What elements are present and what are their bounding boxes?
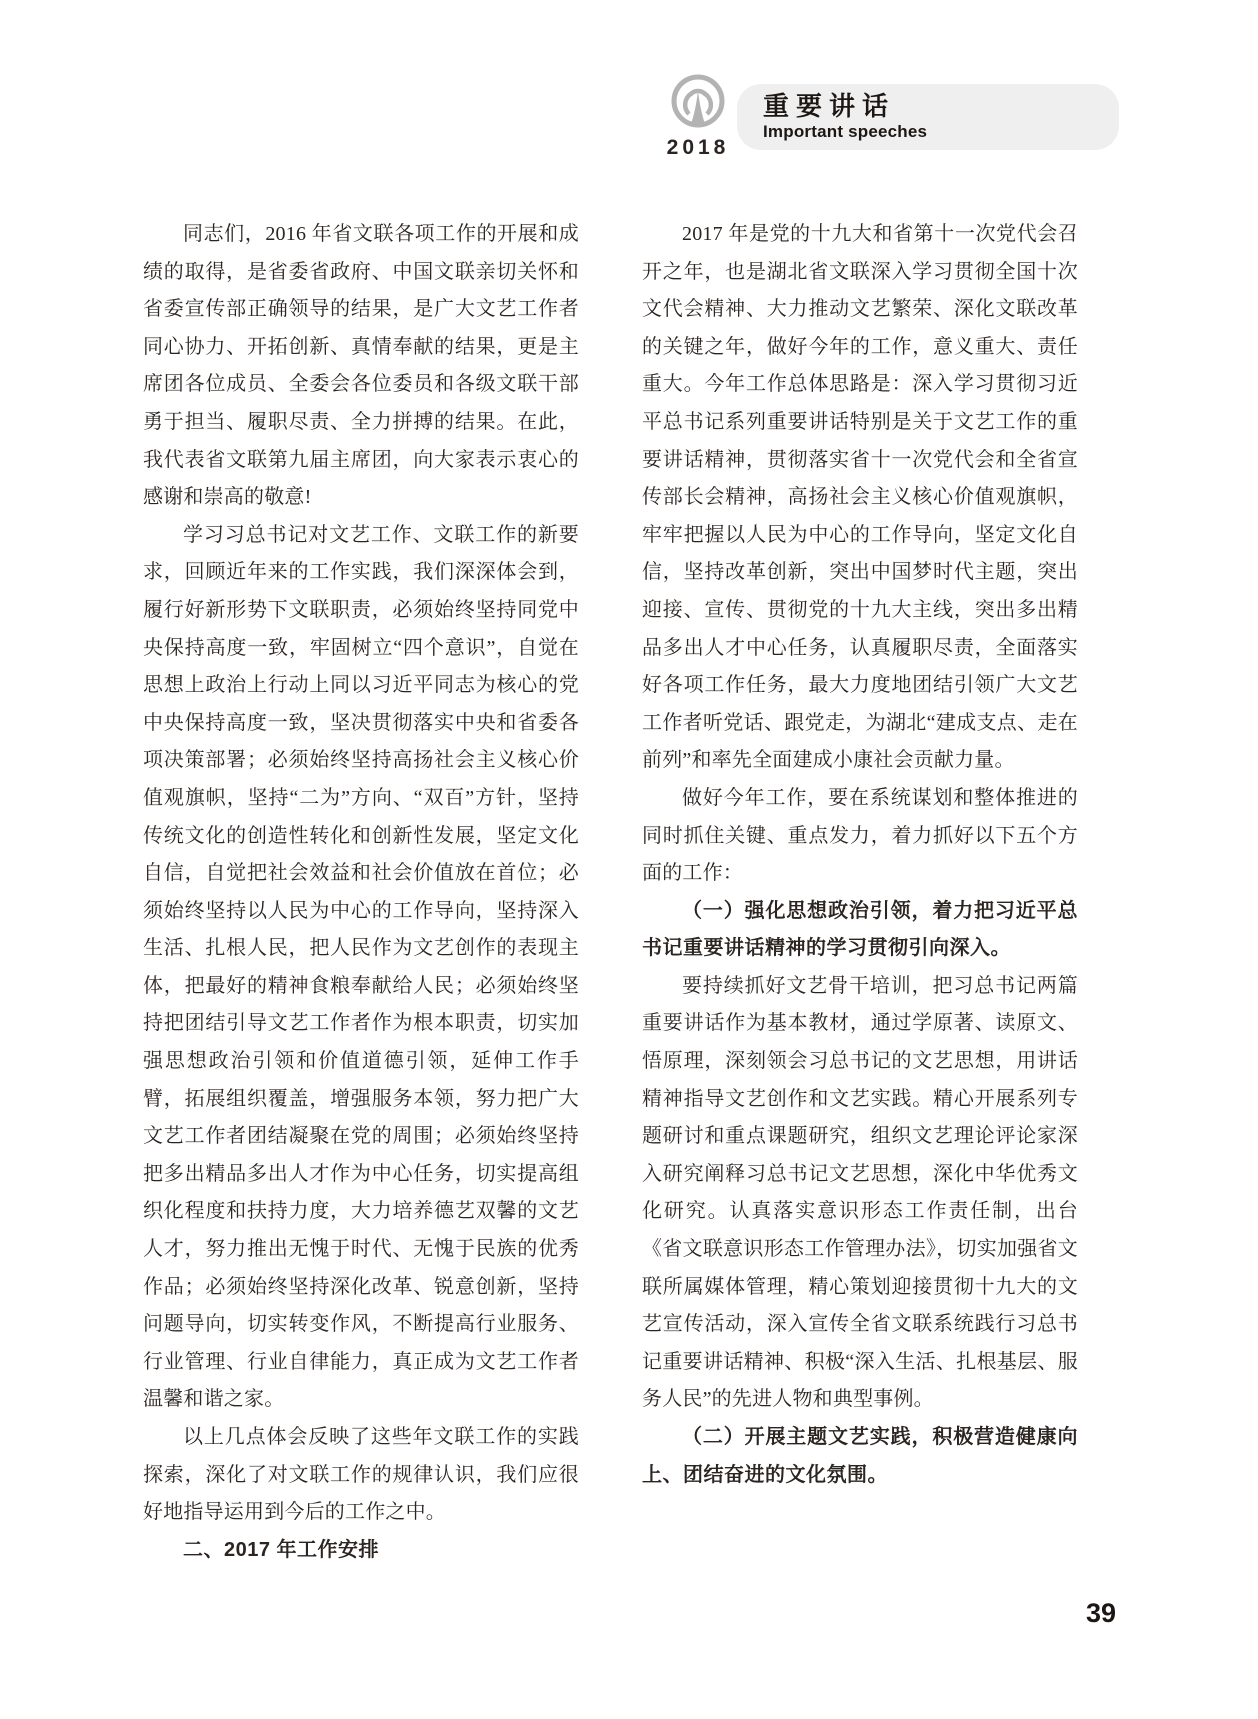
body-paragraph: 要持续抓好文艺骨干培训，把习总书记两篇重要讲话作为基本教材，通过学原著、读原文、悟原理，深刻领会习总书记的文艺思想，用讲话精神指导文艺创作和文艺实践。精心开展系列专题研讨和重点课题研究，组织文艺理论评论家深入研究阐释习总书记文艺思想，深化中华优秀文化研究。认真落实意识形态工作责任制，出台《省文联意识形态工作管理办法》，切实加强省文联所属媒体管理，精心策划迎接贯彻十九大的文艺宣传活动，深入宣传全省文联系统践行习总书记重要讲话精神、积极“深入生活、扎根基层、服务人民”的先进人物和典型事例。	[642, 974, 1078, 1411]
left-column	[143, 216, 579, 1569]
section-heading: （一）强化思想政治引领，着力把习近平总书记重要讲话精神的学习贯彻引向深入。	[642, 899, 1078, 960]
right-column	[642, 216, 1078, 1569]
page-number: 39	[1086, 1598, 1117, 1628]
body-paragraph: 学习习总书记对文艺工作、文联工作的新要求，回顾近年来的工作实践，我们深深体会到，履行好新形势下文联职责，必须始终坚持同党中央保持高度一致，牢固树立“四个意识”，自觉在思想上政治上行动上同以习近平同志为核心的党中央保持高度一致，坚决贯彻落实中央和省委各项决策部署；必须始终坚持高扬社会主义核心价值观旗帜，坚持“二为”方向、“双百”方针，坚持传统文化的创造性转化和创新性发展，坚定文化自信，自觉把社会效益和社会价值放在首位；必须始终坚持以人民为中心的工作导向，坚持深入生活、扎根人民，把人民作为文艺创作的表现主体，把最好的精神食粮奉献给人民；必须始终坚持把团结引导文艺工作者作为根本职责，切实加强思想政治引领和价值道德引领，延伸工作手臂，拓展组织覆盖，增强服务本领，努力把广大文艺工作者团结凝聚在党的周围；必须始终坚持把多出精品多出人才作为中心任务，切实提高组织化程度和扶持力度，大力培养德艺双馨的文艺人才，努力推出无愧于时代、无愧于民族的优秀作品；必须始终坚持深化改革、锐意创新，坚持问题导向，切实转变作风，不断提高行业服务、行业管理、行业自律能力，真正成为文艺工作者温馨和谐之家。	[143, 523, 579, 1411]
body-paragraph: 做好今年工作，要在系统谋划和整体推进的同时抓住关键、重点发力，着力抓好以下五个方面的工作：	[642, 786, 1078, 885]
federation-logo	[645, 72, 751, 160]
federation-emblem-icon	[670, 72, 726, 134]
section-heading: （二）开展主题文艺实践，积极营造健康向上、团结奋进的文化氛围。	[642, 1426, 1078, 1486]
page-header	[0, 0, 1258, 200]
section-title-english: Important speeches	[763, 122, 928, 141]
article-body	[143, 216, 1079, 1569]
section-title-box	[737, 84, 1119, 150]
section-title-chinese: 重要讲话	[763, 91, 896, 121]
section-heading: 二、2017 年工作安排	[183, 1538, 380, 1561]
body-paragraph: 同志们，2016 年省文联各项工作的开展和成绩的取得，是省委省政府、中国文联亲切关怀和省委宣传部正确领导的结果，是广大文艺工作者同心协力、开拓创新、真情奉献的结果，更是主席团各位成员、全委会各位委员和各级文联干部勇于担当、履职尽责、全力拼搏的结果。在此，我代表省文联第九届主席团，向大家表示衷心的感谢和崇高的敬意!	[143, 223, 579, 509]
body-paragraph: 2017 年是党的十九大和省第十一次党代会召开之年，也是湖北省文联深入学习贯彻全国十次文代会精神、大力推动文艺繁荣、深化文联改革的关键之年，做好今年的工作，意义重大、责任重大。今年工作总体思路是：深入学习贯彻习近平总书记系列重要讲话特别是关于文艺工作的重要讲话精神，贯彻落实省十一次党代会和全省宣传部长会精神，高扬社会主义核心价值观旗帜，牢牢把握以人民为中心的工作导向，坚定文化自信，坚持改革创新，突出中国梦时代主题，突出迎接、宣传、贯彻党的十九大主线，突出多出精品多出人才中心任务，认真履职尽责，全面落实好各项工作任务，最大力度地团结引领广大文艺工作者听党话、跟党走，为湖北“建成支点、走在前列”和率先全面建成小康社会贡献力量。	[642, 223, 1078, 772]
body-paragraph: 以上几点体会反映了这些年文联工作的实践探索，深化了对文联工作的规律认识，我们应很好地指导运用到今后的工作之中。	[143, 1426, 579, 1524]
logo-year: 2018	[666, 136, 730, 159]
